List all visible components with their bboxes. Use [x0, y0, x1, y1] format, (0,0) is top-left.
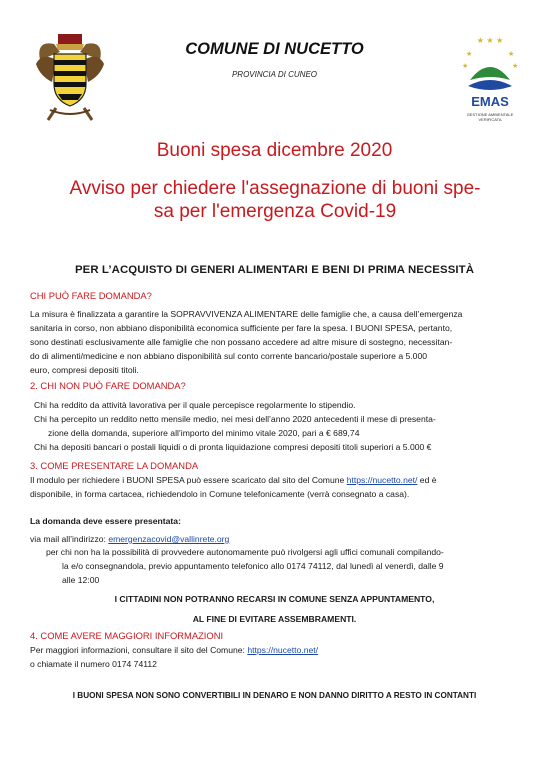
section-3-body — [30, 473, 526, 501]
purpose-banner: PER L’ACQUISTO DI GENERI ALIMENTARI E BENI DI PRIMA NECESSITÀ — [74, 264, 475, 276]
svg-text:★: ★ — [512, 62, 519, 70]
presentation-office — [46, 545, 526, 587]
notice-subtitle — [40, 177, 510, 223]
section-3-line-1 — [30, 473, 526, 487]
section-4-text: Per maggiori informazioni, consultare il sito del Comune: — [30, 645, 248, 655]
section-1-line: euro, compresi depositi titoli. — [30, 365, 139, 375]
svg-text:★: ★ — [466, 50, 473, 58]
section-3-text: Il modulo per richiedere i BUONI SPESA può essere scaricato dal sito del Comune — [30, 475, 347, 485]
section-4-body — [30, 643, 526, 671]
section-2-heading: 2. CHI NON PUÒ FARE DOMANDA? — [30, 380, 186, 391]
section-1-body — [30, 307, 526, 377]
section-3-text: ed è — [417, 475, 437, 485]
footer-notice: I BUONI SPESA NON SONO CONVERTIBILI IN DENARO E NON DANNO DIRITTO A RESTO IN CONTANTI — [72, 691, 477, 700]
office-line: alle 12:00 — [62, 575, 100, 585]
presentation-heading: La domanda deve essere presentata: — [30, 516, 181, 526]
municipality-title: COMUNE DI NUCETTO — [185, 40, 364, 58]
office-line: la e/o consegnandola, previo appuntamento telefonico allo 0174 74112, dal lunedì al venerdì, dalle 9 — [62, 561, 444, 571]
section-4-heading: 4. COME AVERE MAGGIORI INFORMAZIONI — [30, 630, 224, 641]
email-link[interactable]: emergenzacovid@vallinrete.org — [108, 534, 230, 544]
section-3-heading: 3. COME PRESENTARE LA DOMANDA — [30, 460, 199, 471]
notice-title: Buoni spesa dicembre 2020 — [156, 140, 393, 161]
section-2-line: zione della domanda, superiore all’importo del minimo vitale 2020, pari a € 689,74 — [48, 428, 360, 438]
emas-label: EMAS — [471, 94, 509, 109]
section-2-line: Chi ha percepito un reddito netto mensile medio, nei mesi dell’anno 2020 antecedenti il mese di presenta- — [34, 414, 436, 424]
nucetto-site-link-2[interactable]: https://nucetto.net/ — [247, 645, 319, 655]
province-subtitle: PROVINCIA DI CUNEO — [231, 70, 318, 79]
appointment-notice: I CITTADINI NON POTRANNO RECARSI IN COMUNE SENZA APPUNTAMENTO, — [114, 594, 435, 604]
emas-caption: GESTIONE AMBIENTALE VERIFICATA — [466, 112, 514, 122]
notice-subtitle-line-2: sa per l'emergenza Covid-19 — [153, 201, 397, 222]
section-2-line: Chi ha depositi bancari o postali liquidi o di pronta liquidazione compresi depositi titoli superiori a 5.000 € — [34, 442, 432, 452]
gathering-notice: AL FINE DI EVITARE ASSEMBRAMENTI. — [192, 614, 357, 624]
section-1-line: sanitaria in corso, non abbiano disponibilità economica sufficiente per fare la spesa. I BUONI SPESA, pertanto, — [30, 323, 453, 333]
section-1-line: do di alimenti/medicine e non abbiano disponibilità sul conto corrente bancario/postale superiore a 5.000 — [30, 351, 427, 361]
section-2-line: Chi ha reddito da attività lavorativa per il quale percepisce regolarmente lo stipendio. — [34, 400, 356, 410]
section-1-line: sono destinati esclusivamente alle famiglie che non possano accedere ad altre misure di sostegno, necessitan- — [30, 337, 453, 347]
section-4-line-1 — [30, 643, 526, 657]
svg-text:★: ★ — [508, 50, 515, 58]
section-2-body — [34, 398, 526, 454]
nucetto-site-link[interactable]: https://nucetto.net/ — [346, 475, 418, 485]
section-1-line: La misura è finalizzata a garantire la SOPRAVVIVENZA ALIMENTARE delle famiglie che, a causa dell’emergenza — [30, 309, 463, 319]
office-line: per chi non ha la possibilità di provvedere autonomamente può rivolgersi agli uffici comunali compilando- — [46, 547, 444, 557]
svg-text:★: ★ — [462, 62, 469, 70]
section-3-line-2: disponibile, in forma cartacea, richiedendolo in Comune telefonicamente (verrà consegnato a casa). — [30, 489, 410, 499]
svg-text:★ ★ ★: ★ ★ ★ — [476, 36, 504, 45]
section-1-heading: CHI PUÒ FARE DOMANDA? — [30, 290, 152, 301]
presentation-mail — [30, 532, 526, 546]
notice-subtitle-line-1: Avviso per chiedere l'assegnazione di buoni spe- — [69, 178, 481, 199]
section-4-line-2: o chiamate il numero 0174 74112 — [30, 659, 157, 669]
mail-label: via mail all’indirizzo: — [30, 534, 109, 544]
